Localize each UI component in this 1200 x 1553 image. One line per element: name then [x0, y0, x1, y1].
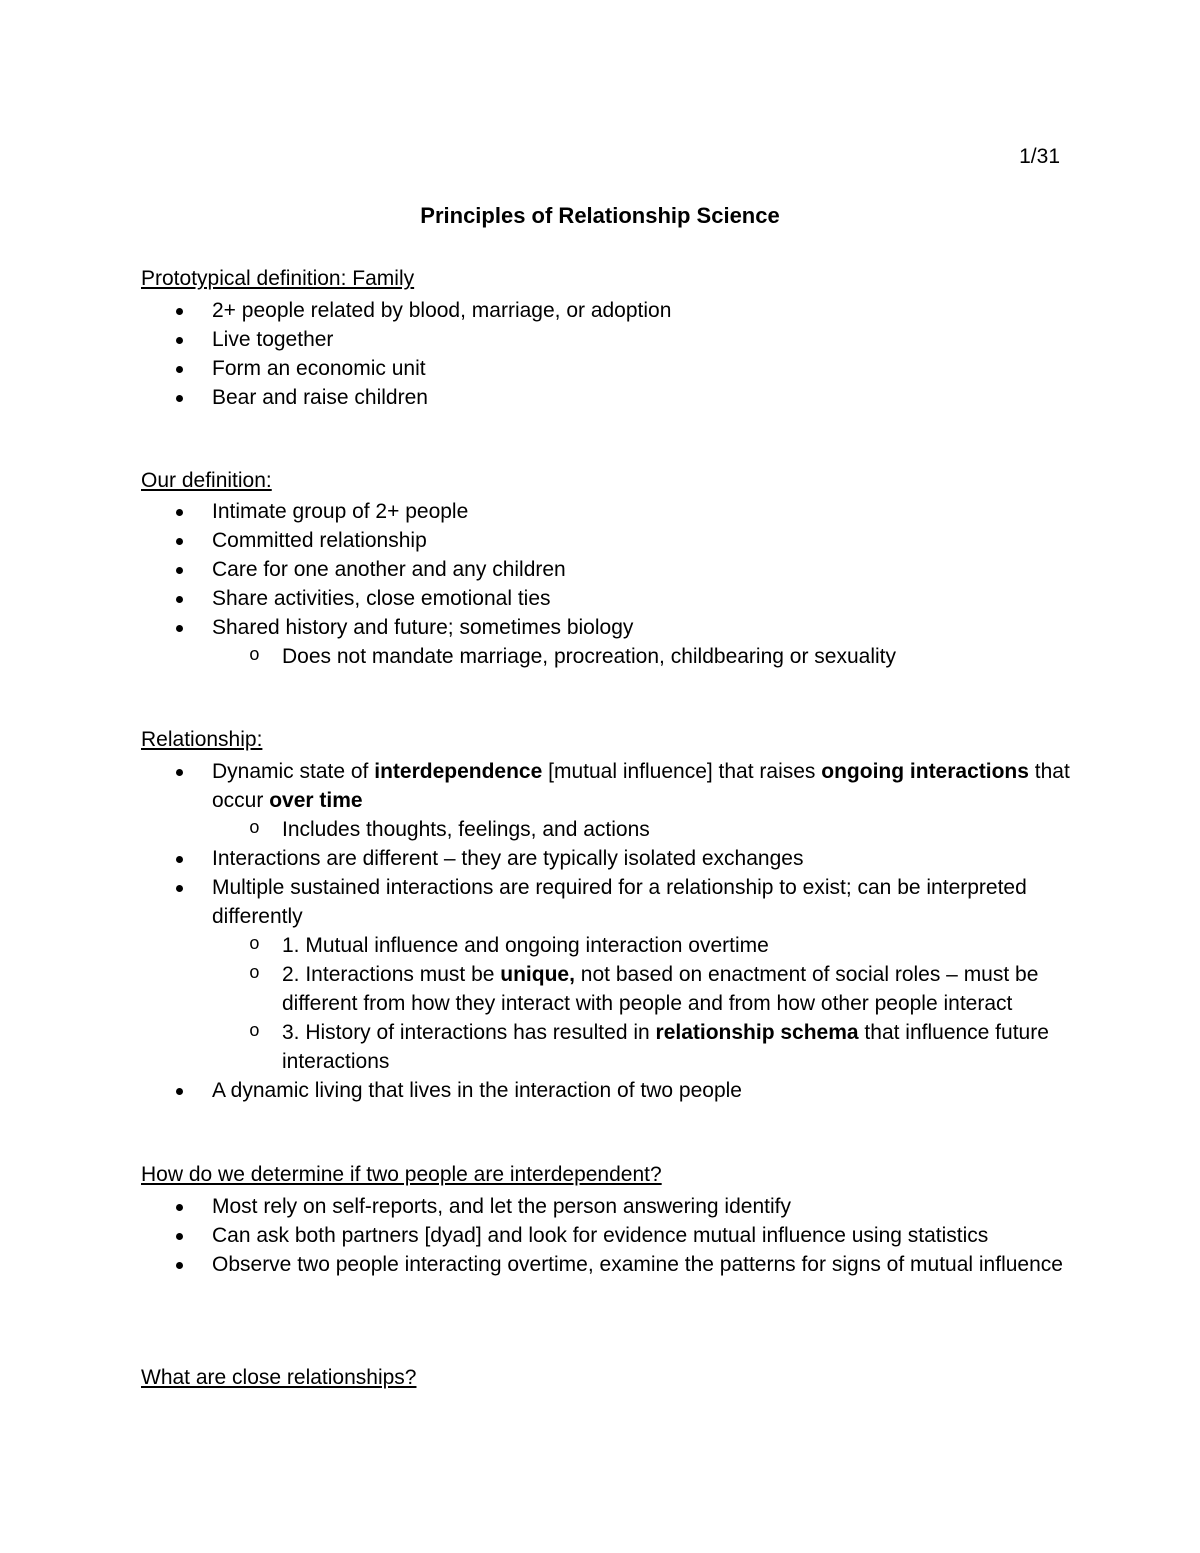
section-heading-our-definition: Our definition:: [141, 469, 272, 492]
text-run: not based on enactment of social roles – must be different from how they interact with people and from how other people interact: [282, 963, 1039, 1015]
family-list: [141, 296, 1071, 412]
list-item: Share activities, close emotional ties: [141, 584, 1071, 613]
list-item: Multiple sustained interactions are required for a relationship to exist; can be interpreted differently: [141, 873, 1071, 931]
list-item: Interactions are different – they are typically isolated exchanges: [141, 844, 1071, 873]
text-run: that influence future interactions: [282, 1021, 1049, 1073]
section-heading-close-relationships: What are close relationships?: [141, 1366, 417, 1389]
section-heading-family: Prototypical definition: Family: [141, 267, 415, 290]
text-run: that occur: [212, 760, 1070, 812]
bold-term: ongoing interactions: [821, 760, 1029, 783]
list-item: Committed relationship: [141, 526, 1071, 555]
list-item: 2+ people related by blood, marriage, or adoption: [141, 296, 1071, 325]
list-item: Can ask both partners [dyad] and look for evidence mutual influence using statistics: [141, 1221, 1071, 1250]
our-definition-list: [141, 497, 1071, 671]
section-heading-interdependent: How do we determine if two people are interdependent?: [141, 1163, 662, 1186]
sub-list-item: [141, 960, 1071, 1018]
bold-term: over time: [269, 789, 363, 812]
sub-list-item: [141, 1018, 1071, 1076]
document-title: Principles of Relationship Science: [420, 203, 780, 228]
list-item: Care for one another and any children: [141, 555, 1071, 584]
sub-list-item: o 1. Mutual influence and ongoing interaction overtime: [141, 931, 1071, 960]
text-run: Dynamic state of: [212, 760, 375, 783]
list-item: Observe two people interacting overtime, examine the patterns for signs of mutual influence: [141, 1250, 1071, 1279]
sub-list-item: o Does not mandate marriage, procreation, childbearing or sexuality: [141, 642, 1071, 671]
sub-list-item: o Includes thoughts, feelings, and actions: [141, 815, 1071, 844]
relationship-list: [141, 757, 1071, 1105]
list-item: [141, 757, 1071, 815]
bold-term: interdependence: [374, 760, 543, 783]
bold-term: unique,: [500, 963, 575, 986]
list-item: Live together: [141, 325, 1071, 354]
text-run: 3. History of interactions has resulted in: [282, 1021, 656, 1044]
list-item: A dynamic living that lives in the interaction of two people: [141, 1076, 1071, 1105]
list-item: Intimate group of 2+ people: [141, 497, 1071, 526]
list-item: Most rely on self-reports, and let the person answering identify: [141, 1192, 1071, 1221]
page-number: 1/31: [1019, 145, 1060, 168]
bold-term: relationship schema: [655, 1021, 859, 1044]
list-item: Form an economic unit: [141, 354, 1071, 383]
text-run: [mutual influence] that raises: [542, 760, 822, 783]
section-heading-relationship: Relationship:: [141, 728, 263, 751]
interdependent-list: [141, 1192, 1071, 1279]
list-item: Bear and raise children: [141, 383, 1071, 412]
text-run: 2. Interactions must be: [282, 963, 501, 986]
list-item: Shared history and future; sometimes biology: [141, 613, 1071, 642]
